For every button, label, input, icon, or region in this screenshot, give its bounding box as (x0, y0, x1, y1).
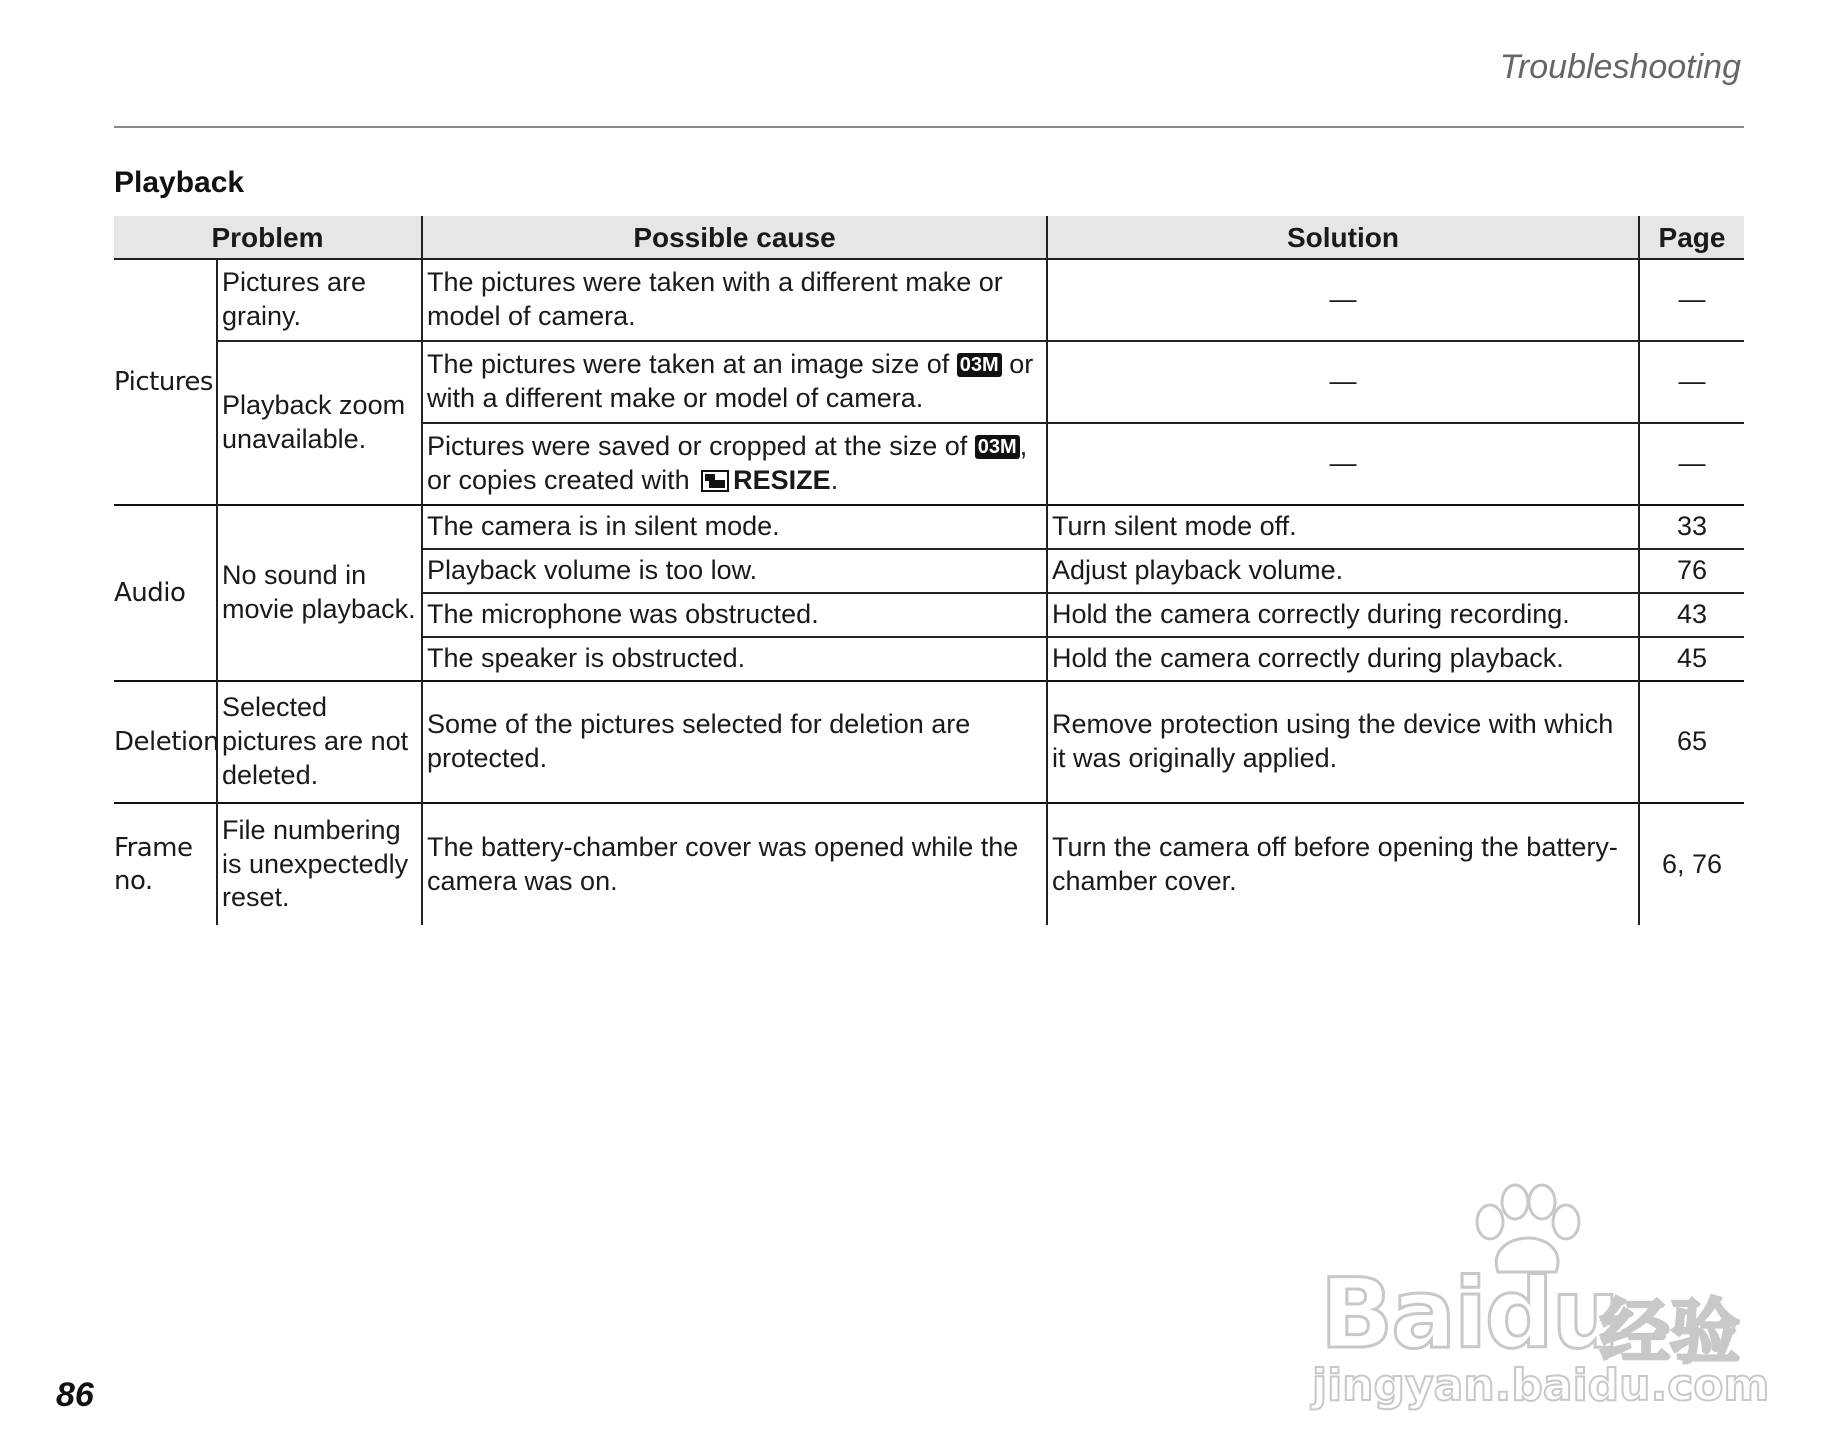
table-row (114, 259, 1744, 341)
problem-cell: No sound in movie playback. (217, 505, 422, 681)
solution-cell: — (1047, 341, 1639, 423)
problem-cell: Pictures are grainy. (217, 259, 422, 341)
watermark-brand-cn: 经验 (1600, 1291, 1740, 1373)
cause-cell: Playback volume is too low. (422, 549, 1047, 593)
page-number: 86 (56, 1376, 94, 1414)
table-row (114, 803, 1744, 925)
table-row (114, 341, 1744, 423)
solution-cell: Hold the camera correctly during playback. (1047, 637, 1639, 681)
column-header-page: Page (1639, 216, 1744, 259)
cause-text: , or copies created with (427, 431, 1028, 495)
table-header-row (114, 216, 1744, 259)
resize-icon (701, 470, 729, 492)
cause-cell: The battery-chamber cover was opened while the camera was on. (422, 803, 1047, 925)
cause-cell (422, 423, 1047, 505)
table-row (114, 505, 1744, 549)
watermark-url: jingyan.baidu.com (1312, 1360, 1770, 1411)
cause-text: The pictures were taken at an image size of (427, 349, 950, 380)
image-size-03m-icon: 03M (975, 435, 1020, 459)
baidu-watermark (1310, 1180, 1770, 1411)
page-cell: — (1639, 259, 1744, 341)
page-cell: — (1639, 423, 1744, 505)
page-cell: 45 (1639, 637, 1744, 681)
cause-cell: Some of the pictures selected for deletion are protected. (422, 681, 1047, 803)
column-header-cause: Possible cause (422, 216, 1047, 259)
page-cell: 6, 76 (1639, 803, 1744, 925)
solution-cell: — (1047, 259, 1639, 341)
column-header-problem: Problem (114, 216, 422, 259)
chapter-title: Troubleshooting (1499, 48, 1741, 86)
category-deletion: Deletion (114, 681, 217, 803)
cause-cell: The microphone was obstructed. (422, 593, 1047, 637)
cause-text: . (830, 465, 839, 495)
cause-cell: The speaker is obstructed. (422, 637, 1047, 681)
page-cell: 76 (1639, 549, 1744, 593)
problem-cell: Playback zoom unavailable. (217, 341, 422, 505)
cause-text: Pictures were saved or cropped at the size of (427, 431, 968, 462)
image-size-03m-icon: 03M (957, 353, 1002, 377)
page-cell: 33 (1639, 505, 1744, 549)
solution-cell: Turn the camera off before opening the battery-chamber cover. (1047, 803, 1639, 925)
solution-cell: Remove protection using the device with which it was originally applied. (1047, 681, 1639, 803)
table-row (114, 681, 1744, 803)
cause-cell (422, 341, 1047, 423)
cause-text: or with a different make or model of camera. (427, 349, 1034, 413)
solution-cell: — (1047, 423, 1639, 505)
column-header-solution: Solution (1047, 216, 1639, 259)
cause-cell: The pictures were taken with a different make or model of camera. (422, 259, 1047, 341)
header-divider (114, 126, 1744, 128)
problem-cell: File numbering is unexpectedly reset. (217, 803, 422, 925)
page-cell: — (1639, 341, 1744, 423)
category-audio: Audio (114, 505, 217, 681)
problem-cell: Selected pictures are not deleted. (217, 681, 422, 803)
solution-cell: Turn silent mode off. (1047, 505, 1639, 549)
category-pictures: Pictures (114, 259, 217, 505)
solution-cell: Adjust playback volume. (1047, 549, 1639, 593)
page-cell: 65 (1639, 681, 1744, 803)
solution-cell: Hold the camera correctly during recording. (1047, 593, 1639, 637)
resize-label: RESIZE (733, 465, 831, 495)
table-title: Playback (114, 166, 245, 199)
cause-cell: The camera is in silent mode. (422, 505, 1047, 549)
page-cell: 43 (1639, 593, 1744, 637)
category-frame-no: Frame no. (114, 803, 217, 925)
troubleshooting-table (114, 216, 1744, 925)
watermark-brand: Baidu (1320, 1258, 1618, 1370)
